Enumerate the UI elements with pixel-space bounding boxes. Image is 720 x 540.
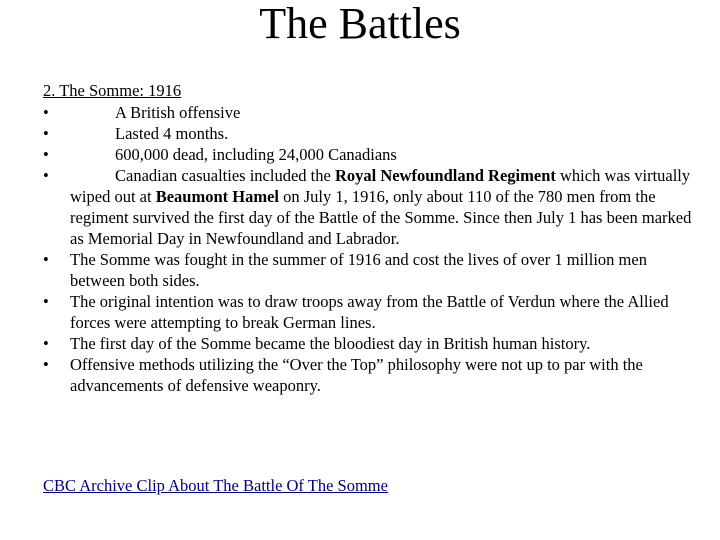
bullet-icon: • (43, 145, 49, 164)
list-item-text: Offensive methods utilizing the “Over the Top” philosophy were not up to par with the advancements of defensive weaponry. (70, 355, 643, 395)
bullet-icon: • (43, 166, 49, 185)
list-item-text: on July 1, 1916, only about 110 of the 780 men from the regiment survived the first day of the Battle of the Somme. Since then July 1 has been marked as Memorial Day in Newfoundland and Labrador. (70, 187, 692, 248)
bullet-icon: • (43, 250, 49, 269)
list-item-text: 600,000 dead, including 24,000 Canadians (115, 145, 397, 164)
regiment-name: Royal Newfoundland Regiment (334, 166, 556, 185)
place-name: Beaumont Hamel (155, 187, 279, 206)
list-item-text: A British offensive (115, 103, 241, 122)
list-item-text: Lasted 4 months. (115, 124, 229, 143)
page-title: The Battles (259, 0, 461, 48)
list-item (43, 249, 703, 291)
slide-content (43, 80, 703, 396)
list-item (43, 165, 703, 249)
list-item-text: which was virtually wiped out at (70, 166, 691, 206)
bullet-icon: • (43, 355, 49, 374)
list-item-text: The original intention was to draw troops away from the Battle of Verdun where the Allied forces were attempting to break German lines. (70, 292, 669, 332)
list-item-text: The Somme was fought in the summer of 1916 and cost the lives of over 1 million men between both sides. (70, 250, 647, 290)
section-heading: 2. The Somme: 1916 (43, 81, 182, 100)
list-item (43, 123, 703, 144)
bullet-icon: • (43, 292, 49, 311)
bullet-icon: • (43, 334, 49, 353)
list-item-text: Canadian casualties included the (115, 166, 335, 185)
bullet-icon: • (43, 103, 49, 122)
list-item-text: The first day of the Somme became the bloodiest day in British human history. (70, 334, 591, 353)
list-item (43, 291, 703, 333)
list-item (43, 354, 703, 396)
list-item (43, 144, 703, 165)
cbc-archive-link[interactable]: CBC Archive Clip About The Battle Of The Somme (43, 476, 388, 495)
bullet-icon: • (43, 124, 49, 143)
bullet-list (43, 102, 703, 396)
list-item (43, 102, 703, 123)
list-item (43, 333, 703, 354)
